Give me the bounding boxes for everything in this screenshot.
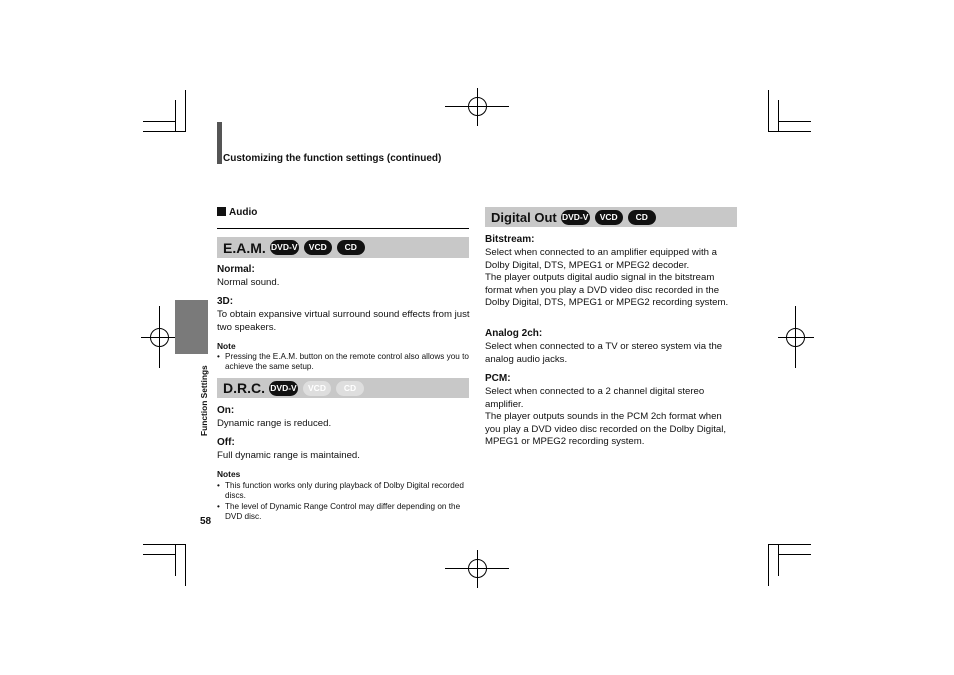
analog-2ch-text: Select when connected to a TV or stereo system via the analog audio jacks. bbox=[485, 341, 723, 365]
page-header-title: Customizing the function settings (continued) bbox=[223, 153, 442, 164]
eam-title: E.A.M. bbox=[223, 239, 266, 256]
cd-badge-disabled: CD bbox=[336, 381, 364, 396]
bitstream-text-1: Select when connected to an amplifier equipped with a Dolby Digital, DTS, MPEG1 or MPEG2 decoder. bbox=[485, 247, 717, 271]
drc-title: D.R.C. bbox=[223, 380, 265, 396]
vcd-badge: VCD bbox=[304, 240, 332, 255]
drc-on-heading: On: bbox=[217, 405, 235, 416]
eam-note-heading: Note bbox=[217, 341, 236, 351]
side-tab-label: Function Settings bbox=[199, 365, 209, 436]
digital-out-title: Digital Out bbox=[491, 209, 557, 225]
header-bar bbox=[217, 122, 222, 164]
vcd-badge-disabled: VCD bbox=[303, 381, 331, 396]
dvd-v-badge: DVD-V bbox=[269, 381, 298, 396]
eam-normal-heading: Normal: bbox=[217, 264, 255, 275]
dvd-v-badge: DVD-V bbox=[561, 210, 590, 225]
drc-notes-heading: Notes bbox=[217, 469, 241, 479]
drc-note-item: • The level of Dynamic Range Control may differ depending on the DVD disc. bbox=[217, 502, 461, 522]
square-bullet-icon bbox=[217, 207, 226, 216]
analog-2ch-heading: Analog 2ch: bbox=[485, 328, 543, 339]
cd-badge: CD bbox=[628, 210, 656, 225]
bitstream-text-2: The player outputs digital audio signal in the bitstream format when you play a DVD video disc recorded in the Dolby Digital, DTS, MPEG1 or MPEG2 recording system. bbox=[485, 272, 729, 309]
drc-off-text: Full dynamic range is maintained. bbox=[217, 450, 360, 461]
pcm-text-1: Select when connected to a 2 channel digital stereo amplifier. bbox=[485, 386, 705, 410]
pcm-heading: PCM: bbox=[485, 373, 511, 384]
vcd-badge: VCD bbox=[595, 210, 623, 225]
eam-normal-text: Normal sound. bbox=[217, 277, 280, 288]
pcm-text-2: The player outputs sounds in the PCM 2ch format when you play a DVD video disc recorded on the Dolby Digital, MPEG1 or MPEG2 recording system. bbox=[485, 411, 727, 448]
side-tab bbox=[175, 300, 208, 354]
section-label-text: Audio bbox=[229, 207, 258, 218]
drc-on-text: Dynamic range is reduced. bbox=[217, 418, 332, 429]
dvd-v-badge: DVD-V bbox=[270, 240, 299, 255]
drc-title-band bbox=[217, 378, 469, 398]
drc-off-heading: Off: bbox=[217, 437, 235, 448]
eam-3d-text: To obtain expansive virtual surround sound effects from just two speakers. bbox=[217, 309, 470, 333]
drc-note-item: • This function works only during playback of Dolby Digital recorded discs. bbox=[217, 481, 464, 501]
cd-badge: CD bbox=[337, 240, 365, 255]
section-label bbox=[217, 207, 257, 218]
bitstream-heading: Bitstream: bbox=[485, 234, 535, 245]
page-number: 58 bbox=[200, 516, 212, 527]
eam-3d-heading: 3D: bbox=[217, 296, 234, 307]
section-divider bbox=[217, 228, 469, 229]
eam-note-item: • Pressing the E.A.M. button on the remote control also allows you to achieve the same setup. bbox=[217, 352, 469, 372]
eam-title-band bbox=[217, 237, 469, 258]
digital-out-title-band bbox=[485, 207, 737, 227]
